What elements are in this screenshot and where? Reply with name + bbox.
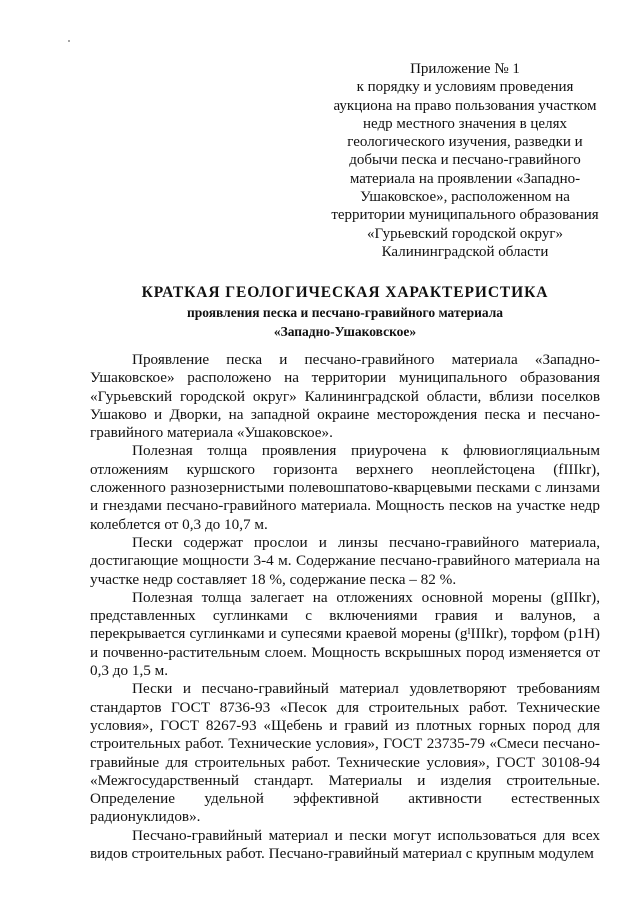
- paragraph-bedding: Полезная толща залегает на отложениях основной морены (gIIIkr), представленных суглинками с включениями гравия и валунов, а перекрывается суглинками и супесями краевой морены (gᴵIIIkr), торфом (p1H) и почвенно-растительным слоем. Мощность вскрышных пород изменяется от 0,3 до 1,5 м.: [90, 588, 600, 680]
- annex-line: геологического изучения, разведки и: [347, 134, 583, 151]
- paragraph-productive-layer: Полезная толща проявления приурочена к флювиогляциальным отложениям куршского горизонта верхнего неоплейстоцена (fIIIkr), сложенного разнозернистыми полевошпатово-кварцевыми песками с линзами и гнездами песчано-гравийного материала. Мощность песков на участке недр колеблется от 0,3 до 10,7 м.: [90, 442, 600, 533]
- paragraph-location: Проявление песка и песчано-гравийного материала «Западно-Ушаковское» расположено на территории муниципального образования «Гурьевский городской округ» Калининградской области, вблизи поселков Ушаково и Дворки, на западной окраине месторождения песка и песчано-гравийного материала «Ушаковское».: [90, 351, 600, 442]
- annex-line: территории муниципального образования: [331, 207, 599, 224]
- annex-line: Ушаковское», расположенном на: [360, 189, 570, 206]
- annex-line: Калининградской области: [381, 243, 549, 260]
- document-body: [90, 351, 600, 863]
- document-heading: [90, 283, 600, 341]
- annex-line: к порядку и условиям проведения: [356, 79, 574, 96]
- document-title: КРАТКАЯ ГЕОЛОГИЧЕСКАЯ ХАРАКТЕРИСТИКА: [141, 284, 549, 301]
- annex-line: Приложение № 1: [410, 61, 520, 77]
- paragraph-usage: Песчано-гравийный материал и пески могут использоваться для всех видов строительных работ. Песчано-гравийный материал с крупным модулем: [90, 826, 600, 863]
- annex-line: добычи песка и песчано-гравийного: [349, 152, 581, 169]
- annex-block: [320, 60, 610, 261]
- annex-line: недр местного значения в целях: [363, 115, 567, 132]
- document-subtitle-line2: «Западно-Ушаковское»: [273, 324, 417, 339]
- annex-line: материала на проявлении «Западно-: [349, 170, 581, 187]
- document-subtitle-line1: проявления песка и песчано-гравийного материала: [186, 305, 504, 320]
- paragraph-gravel-content: Пески содержат прослои и линзы песчано-гравийного материала, достигающие мощности 3-4 м. Содержание песчано-гравийного материала на участке недр составляет 18 %, содержание песка – 82 %.: [90, 533, 600, 588]
- annex-line: «Гурьевский городской округ»: [366, 225, 564, 242]
- annex-line: аукциона на право пользования участком: [333, 97, 597, 114]
- scan-speck: [68, 40, 70, 42]
- paragraph-standards: Пески и песчано-гравийный материал удовлетворяют требованиям стандартов ГОСТ 8736-93 «Песок для строительных работ. Технические условия», ГОСТ 8267-93 «Щебень и гравий из плотных горных пород для строительных работ. Технические условия», ГОСТ 23735-79 «Смеси песчано-гравийные для строительных работ. Технические условия», ГОСТ 30108-94 «Межгосударственный стандарт. Материалы и изделия строительные. Определение удельной эффективной активности естественных радионуклидов».: [90, 680, 600, 826]
